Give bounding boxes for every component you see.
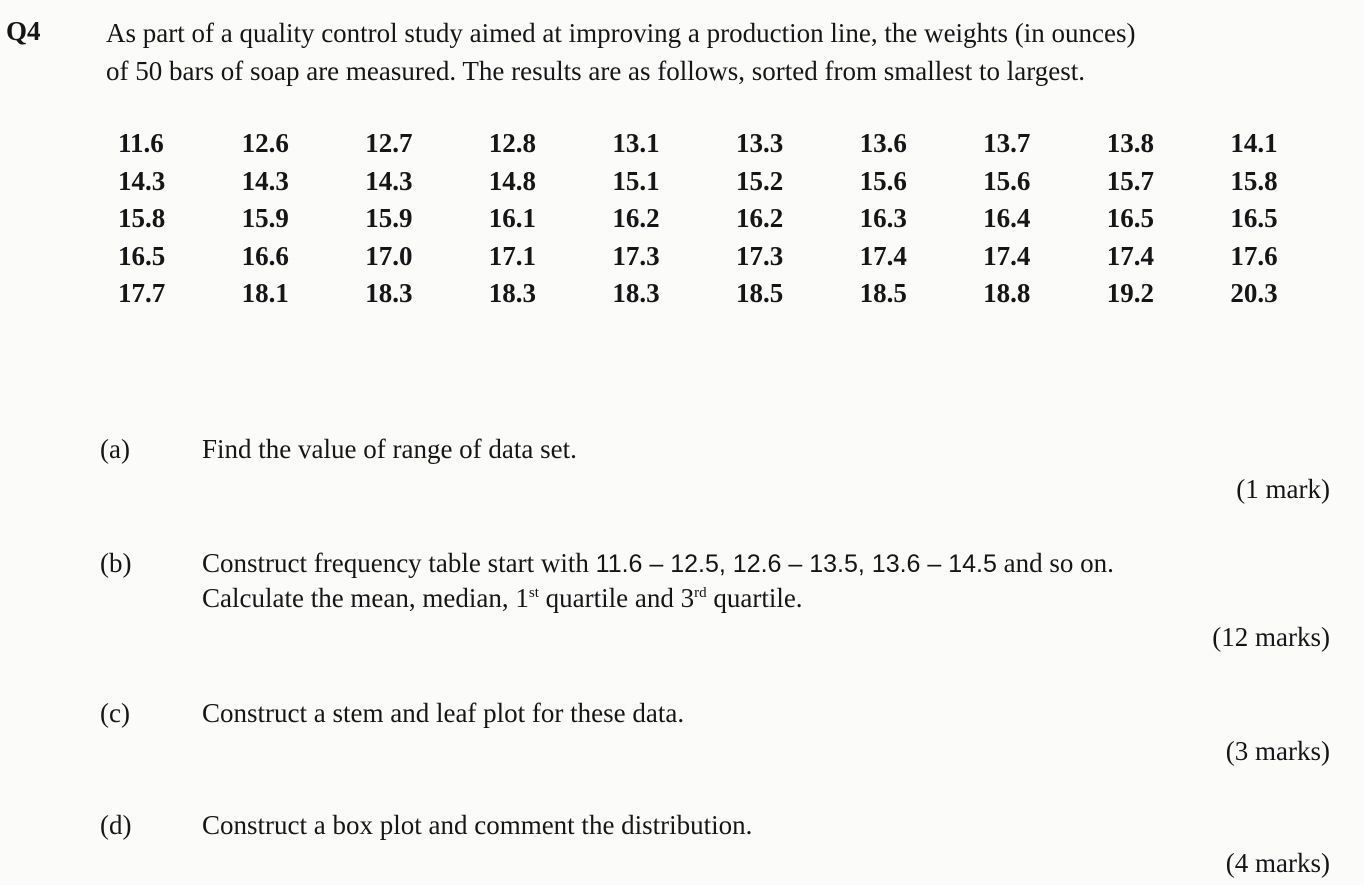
question-number: Q4 (6, 16, 41, 46)
data-value-cell: 13.7 (983, 128, 1031, 158)
data-value-cell: 14.1 (1230, 128, 1278, 158)
data-value-cell: 18.8 (983, 278, 1031, 308)
data-value-cell: 17.4 (983, 240, 1031, 271)
data-value-cell: 14.8 (488, 165, 537, 196)
part-b-text (202, 546, 1114, 615)
data-value-cell: 16.5 (1230, 203, 1278, 233)
data-value-cell: 15.9 (241, 203, 289, 233)
part-b-sup-rd: rd (694, 585, 707, 601)
part-c-marks: (3 marks) (1225, 736, 1330, 766)
part-b-line-1 (202, 546, 1114, 581)
data-value-cell: 15.6 (859, 165, 907, 196)
part-a-text: Find the value of range of data set. (202, 434, 577, 464)
part-a-marks: (1 mark) (1236, 474, 1330, 504)
data-value-cell: 13.1 (612, 128, 660, 158)
data-value-cell: 14.3 (365, 165, 413, 196)
soap-weights-table (118, 128, 1354, 316)
data-value-cell: 16.2 (735, 203, 784, 233)
part-c-label: (c) (100, 698, 130, 728)
data-value-cell: 16.3 (859, 203, 907, 233)
part-c-text: Construct a stem and leaf plot for these data. (202, 698, 685, 728)
data-value-cell: 16.6 (241, 240, 289, 271)
data-value-cell: 18.3 (488, 278, 537, 308)
data-value-cell: 18.5 (735, 278, 784, 308)
data-value-cell: 17.3 (735, 240, 784, 271)
data-value-cell: 15.8 (1230, 165, 1278, 196)
data-value-cell: 13.6 (859, 128, 907, 158)
question-intro-line-2: of 50 bars of soap are measured. The results are as follows, sorted from smallest to largest. (106, 56, 1085, 86)
data-value-cell: 13.8 (1106, 128, 1154, 158)
part-b-line-2-tail: quartile. (706, 583, 803, 613)
data-value-cell: 15.8 (118, 203, 166, 233)
data-value-cell: 15.2 (735, 165, 784, 196)
data-value-cell: 16.4 (983, 203, 1031, 233)
data-value-cell: 15.7 (1106, 165, 1154, 196)
data-value-cell: 17.7 (118, 278, 166, 308)
data-value-cell: 18.3 (365, 278, 413, 308)
data-value-cell: 17.1 (488, 240, 537, 271)
data-value-cell: 17.0 (365, 240, 413, 271)
data-value-cell: 18.3 (612, 278, 660, 308)
part-d-label: (d) (100, 810, 132, 840)
part-b-line-2 (202, 581, 1114, 615)
data-value-cell: 11.6 (118, 128, 164, 158)
data-value-cell: 15.1 (612, 165, 660, 196)
question-intro (106, 14, 1346, 90)
data-value-cell: 17.4 (859, 240, 907, 271)
data-value-cell: 12.7 (365, 128, 413, 158)
question-intro-line-1: As part of a quality control study aimed at improving a production line, the weights (in ounces) (106, 18, 1136, 48)
data-value-cell: 16.1 (488, 203, 537, 233)
data-value-cell: 16.5 (1106, 203, 1154, 233)
part-b-line-1-tail: and so on. (996, 548, 1114, 578)
part-b-line-2-mid: quartile and 3 (538, 583, 695, 613)
data-value-cell: 20.3 (1230, 278, 1278, 308)
part-b-label: (b) (100, 548, 132, 578)
part-d-marks: (4 marks) (1225, 848, 1330, 878)
data-value-cell: 17.3 (612, 240, 660, 271)
part-a-label: (a) (100, 434, 130, 464)
data-value-cell: 19.2 (1106, 278, 1154, 308)
data-value-cell: 17.6 (1230, 240, 1278, 271)
data-value-cell: 14.3 (241, 165, 289, 196)
part-b-intervals: 11.6 – 12.5, 12.6 – 13.5, 13.6 – 14.5 (595, 550, 997, 578)
data-value-cell: 16.2 (612, 203, 660, 233)
data-value-cell: 18.1 (241, 278, 289, 308)
data-value-cell: 15.6 (983, 165, 1031, 196)
data-value-cell: 15.9 (365, 203, 413, 233)
data-value-cell: 12.8 (488, 128, 537, 158)
data-value-cell: 13.3 (735, 128, 784, 158)
data-value-cell: 14.3 (118, 165, 166, 196)
data-value-cell: 18.5 (859, 278, 907, 308)
part-d-text: Construct a box plot and comment the distribution. (202, 810, 753, 840)
part-b-sup-st: st (528, 585, 539, 601)
part-b-line-1-lead: Construct frequency table start with (202, 548, 596, 578)
data-value-cell: 16.5 (118, 240, 166, 271)
data-value-cell: 12.6 (241, 128, 289, 158)
part-b-marks: (12 marks) (1212, 622, 1330, 652)
data-value-cell: 17.4 (1106, 240, 1154, 271)
part-b-line-2-lead: Calculate the mean, median, 1 (202, 583, 529, 613)
